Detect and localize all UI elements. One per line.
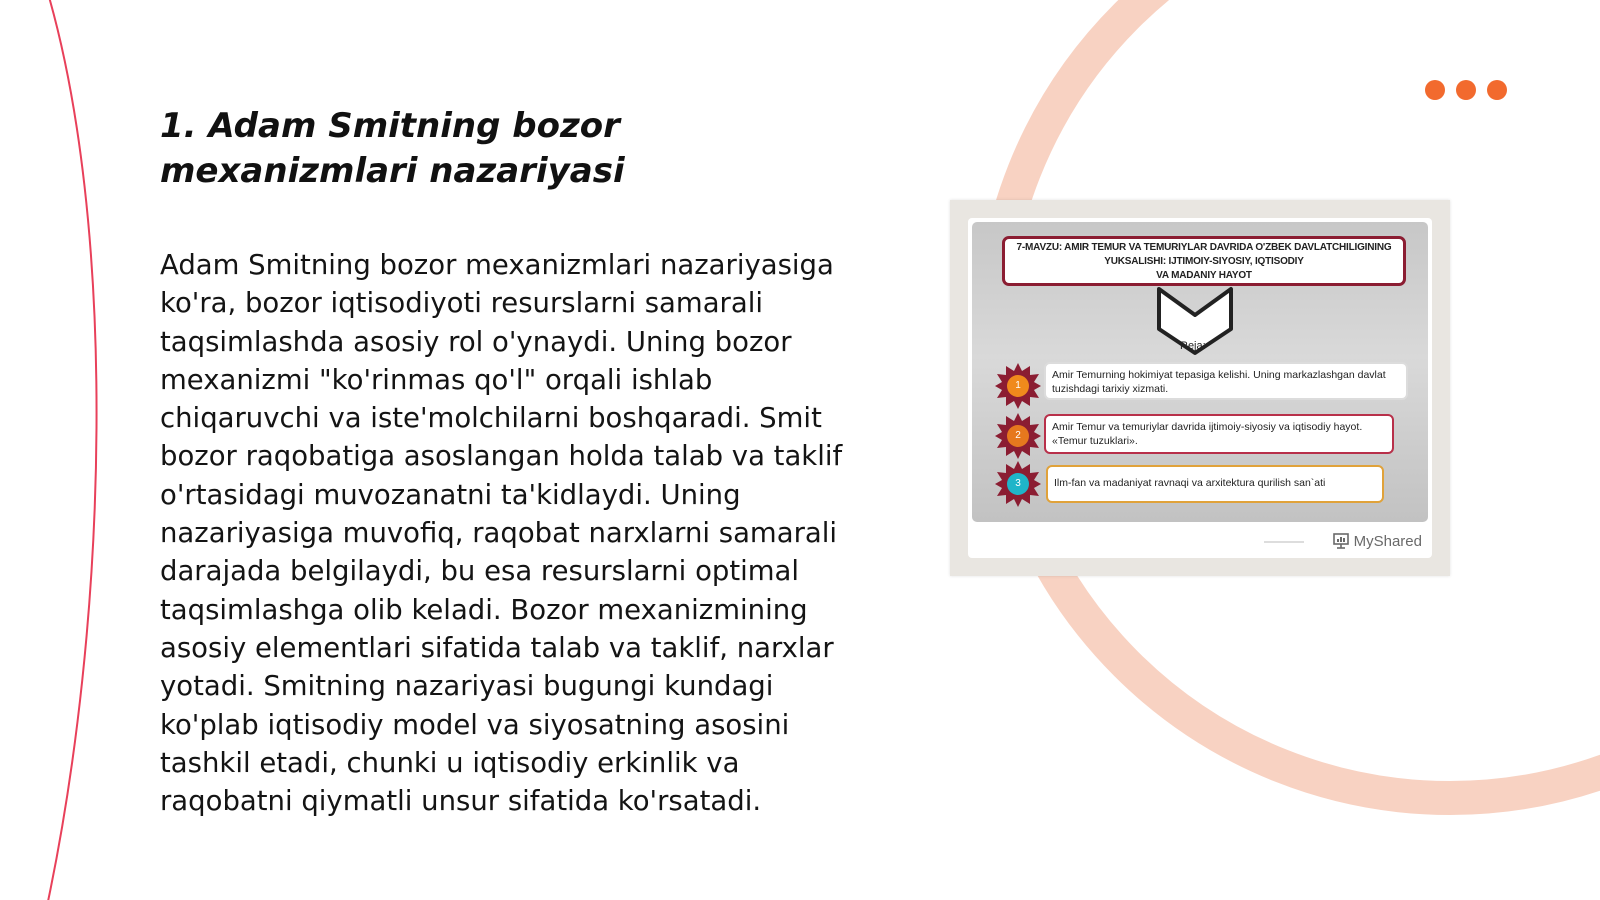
plan-item: Ilm-fan va madaniyat ravnaqi va arxitektura qurilish san`ati <box>1046 465 1384 503</box>
presentation-board-icon <box>1332 532 1350 550</box>
watermark <box>1332 532 1422 550</box>
dot <box>1487 80 1507 100</box>
slide-title: 1. Adam Smitning bozor mexanizmlari nazariyasi <box>160 106 625 191</box>
three-dots-icon <box>1425 80 1507 100</box>
dot <box>1456 80 1476 100</box>
embedded-title-line: YUKSALISHI: IJTIMOIY-SIYOSIY, IQTISODIY <box>1104 256 1304 267</box>
badge-number: 3 <box>1015 478 1021 489</box>
badge-number: 1 <box>1015 380 1021 391</box>
slide-body-text: Adam Smitning bozor mexanizmlari nazariyasiga ko'ra, bozor iqtisodiyoti resurslarni samarali taqsimlashda asosiy rol o'ynaydi. Uning bozor mexanizmi "ko'rinmas qo'l" orqali ishlab chiqaruvchi va iste'molchilarni boshqaradi. Smit bozor raqobatiga asoslangan holda talab va taklif o'rtasidagi muvozanatni ta'kidlaydi. Uning nazariyasiga muvofiq, raqobat narxlarni samarali darajada belgilaydi, bu esa resurslarni optimal taqsimlashga olib keladi. Bozor mexanizmining asosiy elementlari sifatida talab va taklif, narxlar yotadi. Smitning nazariyasi bugungi kundagi ko'plab iqtisodiy model va siyosatning asosini tashkil etadi, chunki u iqtisodiy erkinlik va raqobatni qiymatli unsur sifatida ko'rsatadi. <box>160 249 843 818</box>
embedded-reja-label: Reja: <box>1180 340 1206 352</box>
badge-number: 2 <box>1015 430 1021 441</box>
plan-item: Amir Temur va temuriylar davrida ijtimoiy-siyosiy va iqtisodiy hayot. «Temur tuzuklari». <box>1044 414 1394 454</box>
plan-item: Amir Temurning hokimiyat tepasiga kelishi. Uning markazlashgan davlat tuzishdagi tarixiy xizmati. <box>1044 362 1408 400</box>
watermark-text: MyShared <box>1353 532 1422 550</box>
embedded-slide-frame <box>968 218 1432 558</box>
embedded-title-line: 7-MAVZU: AMIR TEMUR VA TEMURIYLAR DAVRIDA O'ZBEK DAVLATCHILIGINING <box>1016 242 1392 253</box>
left-accent-line <box>44 0 97 900</box>
dot <box>1425 80 1445 100</box>
embedded-slide-image <box>950 200 1450 576</box>
embedded-title-line: VA MADANIY HAYOT <box>1156 270 1252 281</box>
watermark-divider <box>1264 541 1304 543</box>
embedded-slide <box>972 222 1428 522</box>
embedded-slide-title <box>1002 236 1406 286</box>
